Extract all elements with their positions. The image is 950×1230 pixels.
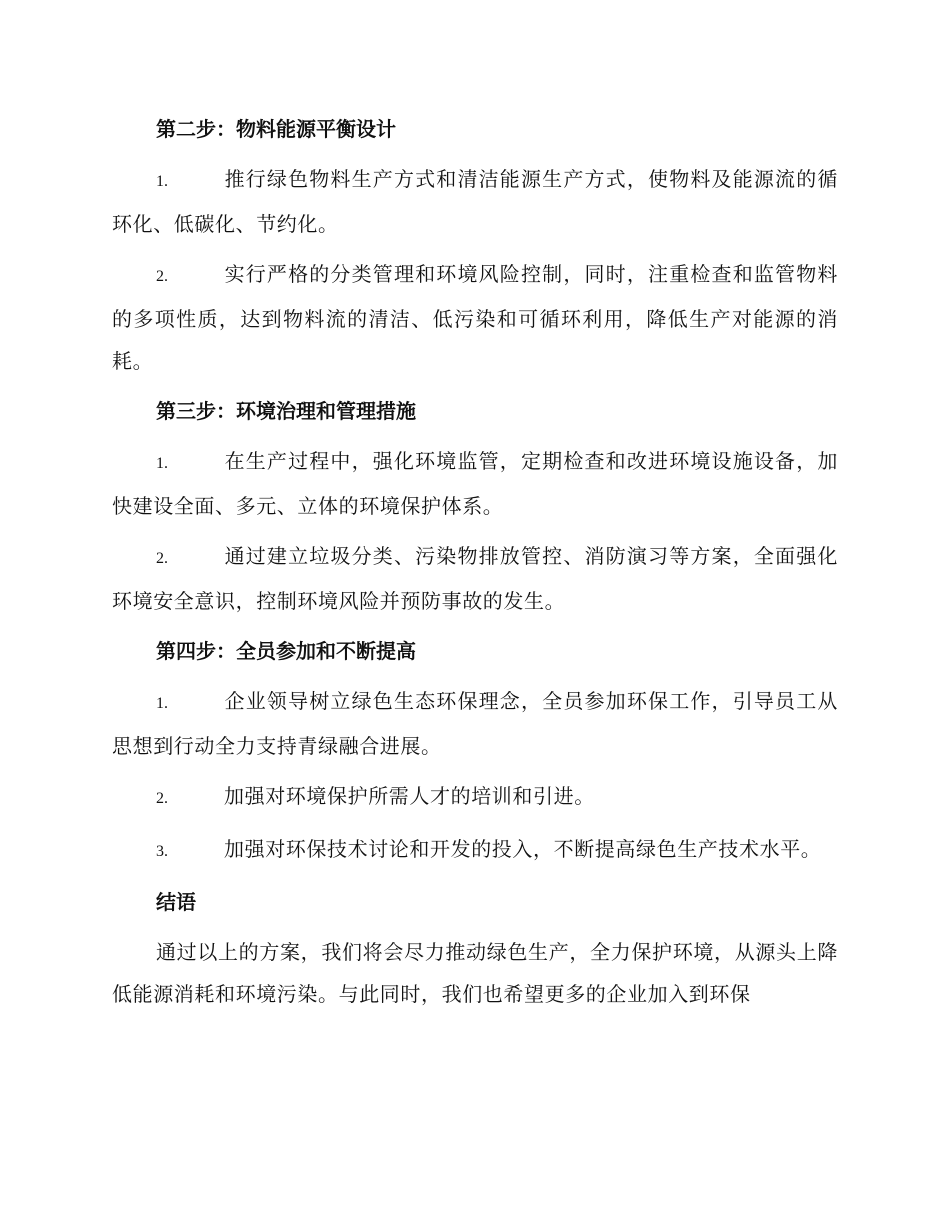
list-number: 3. <box>156 843 168 860</box>
list-number: 2. <box>156 790 168 807</box>
list-item-text: 企业领导树立绿色生态环保理念，全员参加环保工作，引导员工从思想到行动全力支持青绿融合进展。 <box>112 689 838 758</box>
list-item <box>112 828 838 873</box>
list-item-text: 实行严格的分类管理和环境风险控制，同时，注重检查和监管物料的多项性质，达到物料流的清洁、低污染和可循环利用，降低生产对能源的消耗。 <box>112 262 838 373</box>
list-item-text: 加强对环境保护所需人才的培训和引进。 <box>224 784 595 808</box>
list-number: 1. <box>156 173 168 190</box>
section-heading-step-2: 第二步：物料能源平衡设计 <box>156 117 396 141</box>
list-item <box>112 158 838 245</box>
list-item <box>112 680 838 767</box>
section-heading-step-3: 第三步：环境治理和管理措施 <box>156 399 416 423</box>
list-number: 2. <box>156 550 168 567</box>
section-heading-step-4: 第四步：全员参加和不断提高 <box>156 639 416 663</box>
list-number: 1. <box>156 455 168 472</box>
conclusion-paragraph: 通过以上的方案，我们将会尽力推动绿色生产，全力保护环境，从源头上降低能源消耗和环境污染。与此同时，我们也希望更多的企业加入到环保 <box>112 940 838 1006</box>
list-number: 2. <box>156 268 168 285</box>
list-item <box>112 535 838 622</box>
list-item-text: 推行绿色物料生产方式和清洁能源生产方式，使物料及能源流的循环化、低碳化、节约化。 <box>112 167 838 236</box>
list-item-text: 在生产过程中，强化环境监管，定期检查和改进环境设施设备，加快建设全面、多元、立体的环境保护体系。 <box>112 449 838 518</box>
list-item-text: 通过建立垃圾分类、污染物排放管控、消防演习等方案，全面强化环境安全意识，控制环境风险并预防事故的发生。 <box>112 544 838 613</box>
list-item <box>112 775 838 820</box>
list-item <box>112 253 838 382</box>
list-number: 1. <box>156 695 168 712</box>
list-item-text: 加强对环保技术讨论和开发的投入，不断提高绿色生产技术水平。 <box>224 837 822 861</box>
document-body <box>112 108 838 1015</box>
conclusion-heading: 结语 <box>156 890 196 914</box>
list-item <box>112 440 838 527</box>
